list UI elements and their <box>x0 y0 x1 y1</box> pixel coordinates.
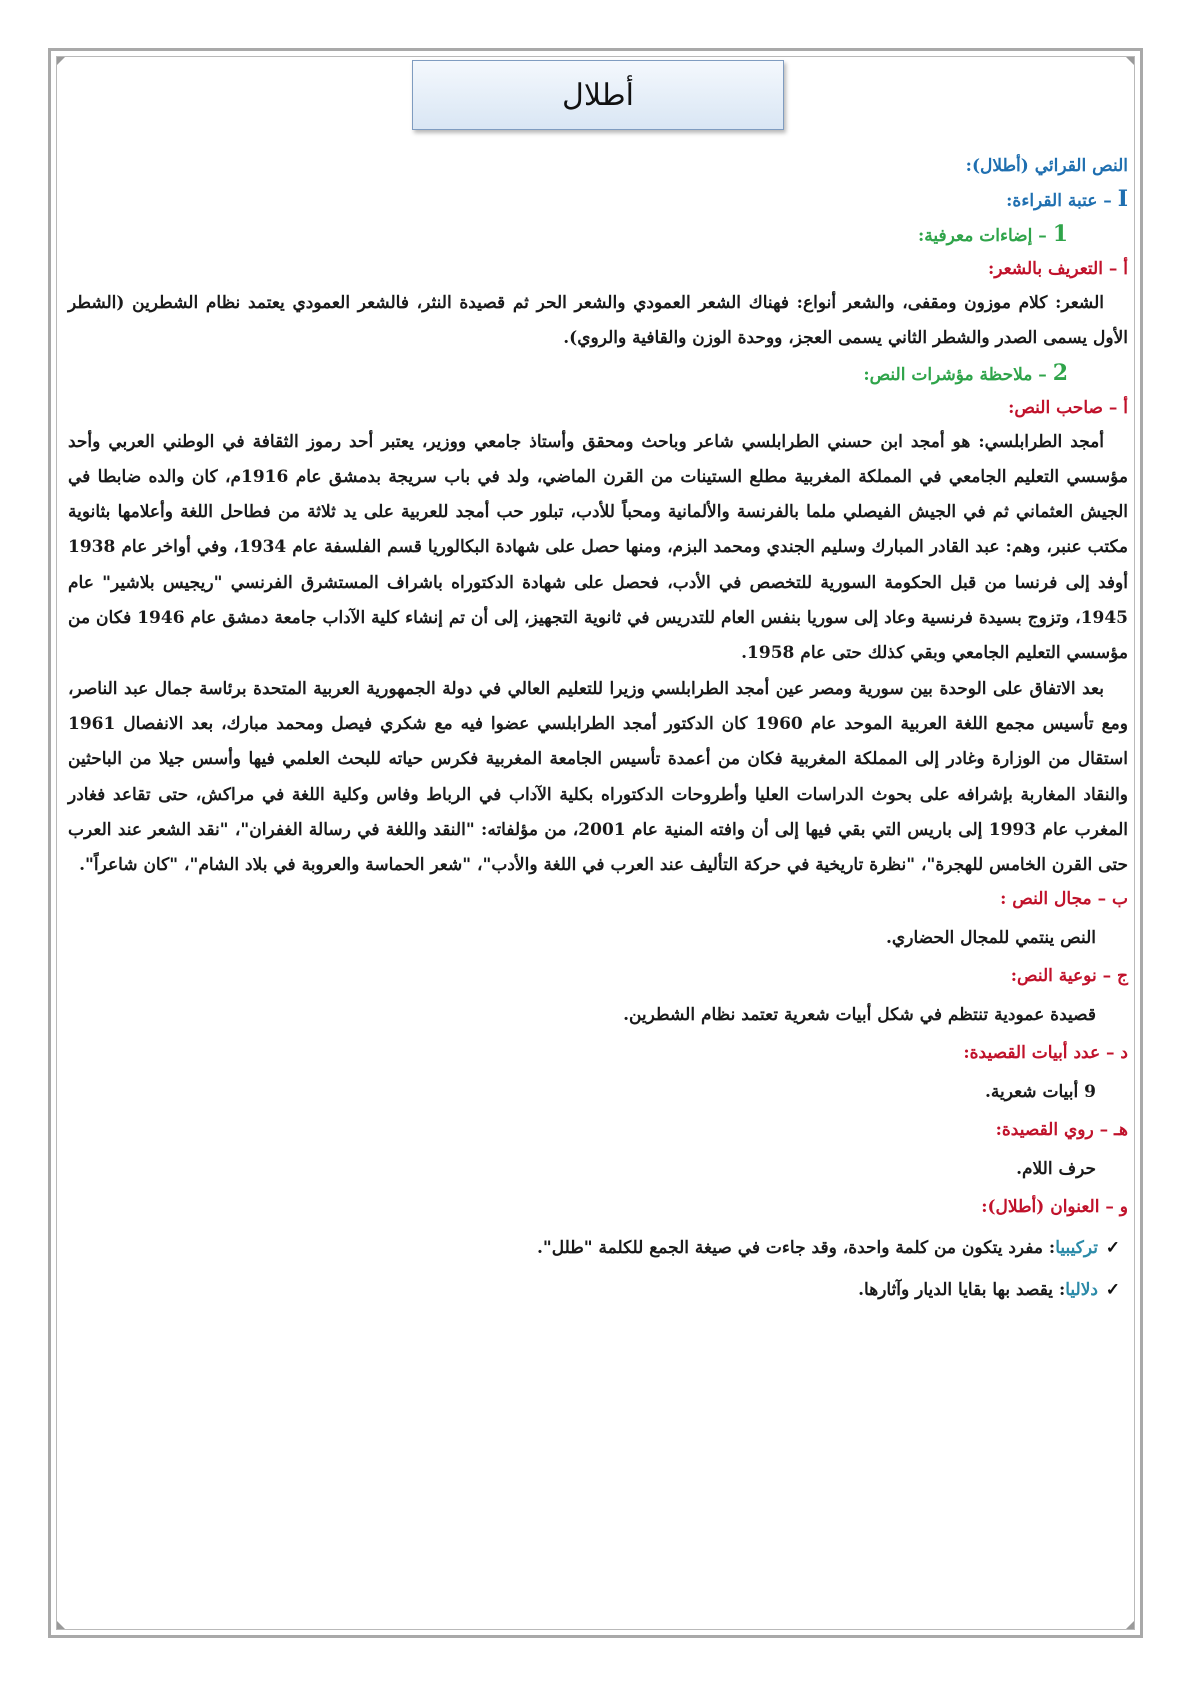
page-title: أطلال <box>412 60 784 130</box>
checkmark-icon: ✓ <box>1105 1280 1120 1301</box>
checkmark-icon: ✓ <box>1105 1238 1120 1259</box>
subsection-heading <box>68 218 1128 253</box>
heading-poetry-definition: أ – التعريف بالشعر: <box>987 259 1128 279</box>
subsection-number: 2 <box>1052 359 1068 386</box>
section-title: النص القرائي (أطلال): <box>965 156 1128 176</box>
subsection-label: – ملاحظة مؤشرات النص: <box>863 364 1047 385</box>
corner-ornament <box>57 1621 65 1629</box>
part-heading <box>68 183 1128 218</box>
part-label: – عتبة القراءة: <box>1006 191 1112 211</box>
heading-author: أ – صاحب النص: <box>1008 397 1128 418</box>
subsection-number: 1 <box>1052 221 1068 247</box>
text-field-value: النص ينتمي للمجال الحضاري. <box>886 928 1096 949</box>
heading-text-type: ج – نوعية النص: <box>1010 966 1128 987</box>
subsection-heading <box>68 357 1128 392</box>
list-item-semantic <box>68 1272 1120 1308</box>
part-number: I <box>1117 186 1128 212</box>
heading-rhyme-letter: هـ – روي القصيدة: <box>995 1120 1128 1141</box>
paragraph-poetry-definition: الشعر: كلام موزون ومقفى، والشعر أنواع: فهناك الشعر العمودي والشعر الحر ثم قصيدة النثر، فالشعر العمودي يعتمد نظام الشطرين (الشطر الأول يسمى الصدر والشطر الثاني يسمى العجز، ووحدة الوزن والقافية والروي). <box>68 293 1128 349</box>
verse-count-value: 9 أبيات شعرية. <box>984 1082 1096 1103</box>
corner-ornament <box>57 57 65 65</box>
list-item-label: دلاليا <box>1065 1280 1098 1301</box>
text-type-value: قصيدة عمودية تنتظم في شكل أبيات شعرية تعتمد نظام الشطرين. <box>623 1005 1096 1026</box>
document-body <box>68 150 1128 1308</box>
rhyme-letter-value: حرف اللام. <box>1016 1159 1096 1180</box>
paragraph-author-bio-1: أمجد الطرابلسي: هو أمجد ابن حسني الطرابلسي شاعر وباحث ومحقق وأستاذ جامعي ووزير، يعتبر أحد رموز الثقافة في الوطني العربي وأحد مؤسسي التعليم الجامعي في المملكة المغربية مطلع الستينات من القرن الماضي، ولد في باب سريجة بدمشق عام 1916م، كان والده ضابطا في الجيش العثماني ثم في الجيش الفيصلي ملما بالفرنسة والألمانية ومحباً للأدب، تبلور حب أمجد للعربية على يد ثلاثة من فطاحل اللغة وأعلامها بثانوية مكتب عنبر، وهم: عبد القادر المبارك وسليم الجندي ومحمد البزم، ومنها حصل على شهادة البكالوريا قسم الفلسفة عام 1934، وفي أواخر عام 1938 أوفد إلى فرنسا من قبل الحكومة السورية للتخصص في الأدب، فحصل على شهادة الدكتوراه باشراف المستشرق الفرنسي "ريجيس بلاشير" عام 1945، وتزوج بسيدة فرنسية وعاد إلى سوريا بنفس العام للتدريس في ثانوية التجهيز، إلى أن تم إنشاء كلية الآداب جامعة دمشق عام 1946 فكان من مؤسسي التعليم الجامعي وبقي كذلك حتى عام 1958. <box>68 431 1129 664</box>
corner-ornament <box>1126 57 1134 65</box>
list-item-label: تركيبيا <box>1055 1238 1098 1259</box>
list-item-text: : يقصد بها بقايا الديار وآثارها. <box>858 1280 1066 1301</box>
corner-ornament <box>1126 1621 1134 1629</box>
list-item-structural <box>68 1230 1120 1266</box>
heading-title-analysis: و – العنوان (أطلال): <box>981 1197 1128 1218</box>
list-item-text: : مفرد يتكون من كلمة واحدة، وقد جاءت في صيغة الجمع للكلمة "طلل". <box>536 1238 1056 1259</box>
heading-verse-count: د – عدد أبيات القصيدة: <box>963 1043 1128 1064</box>
paragraph-author-bio-2: بعد الاتفاق على الوحدة بين سورية ومصر عين أمجد الطرابلسي وزيرا للتعليم العالي في دولة الجمهورية العربية المتحدة برئاسة جمال عبد الناصر، ومع تأسيس مجمع اللغة العربية الموحد عام 1960 كان الدكتور أمجد الطرابلسي عضوا فيه مع شكري فيصل ومحمد مبارك، بعد الانفصال 1961 استقال من الوزارة وغادر إلى المملكة المغربية فكان من أعمدة تأسيس الجامعة المغربية فكرس حياته للبحث العلمي فيها وأسس جيلا من الباحثين والنقاد المغاربة بإشرافه على بحوث الدراسات العليا وأطروحات الدكتوراه بكلية الآداب في الرباط وفاس وكلية اللغة في مراكش، حتى تقاعد فغادر المغرب عام 1993 إلى باريس التي بقي فيها إلى أن وافته المنية عام 2001، من مؤلفاته: "النقد واللغة في رسالة الغفران"، "نقد الشعر عند العرب حتى القرن الخامس للهجرة"، "نظرة تاريخية في حركة التأليف عند العرب في اللغة والأدب"، "شعر الحماسة والعروبة في بلاد الشام"، "كان شاعراً". <box>68 678 1128 876</box>
subsection-label: – إضاءات معرفية: <box>918 226 1047 246</box>
heading-text-field: ب – مجال النص : <box>1000 889 1128 910</box>
